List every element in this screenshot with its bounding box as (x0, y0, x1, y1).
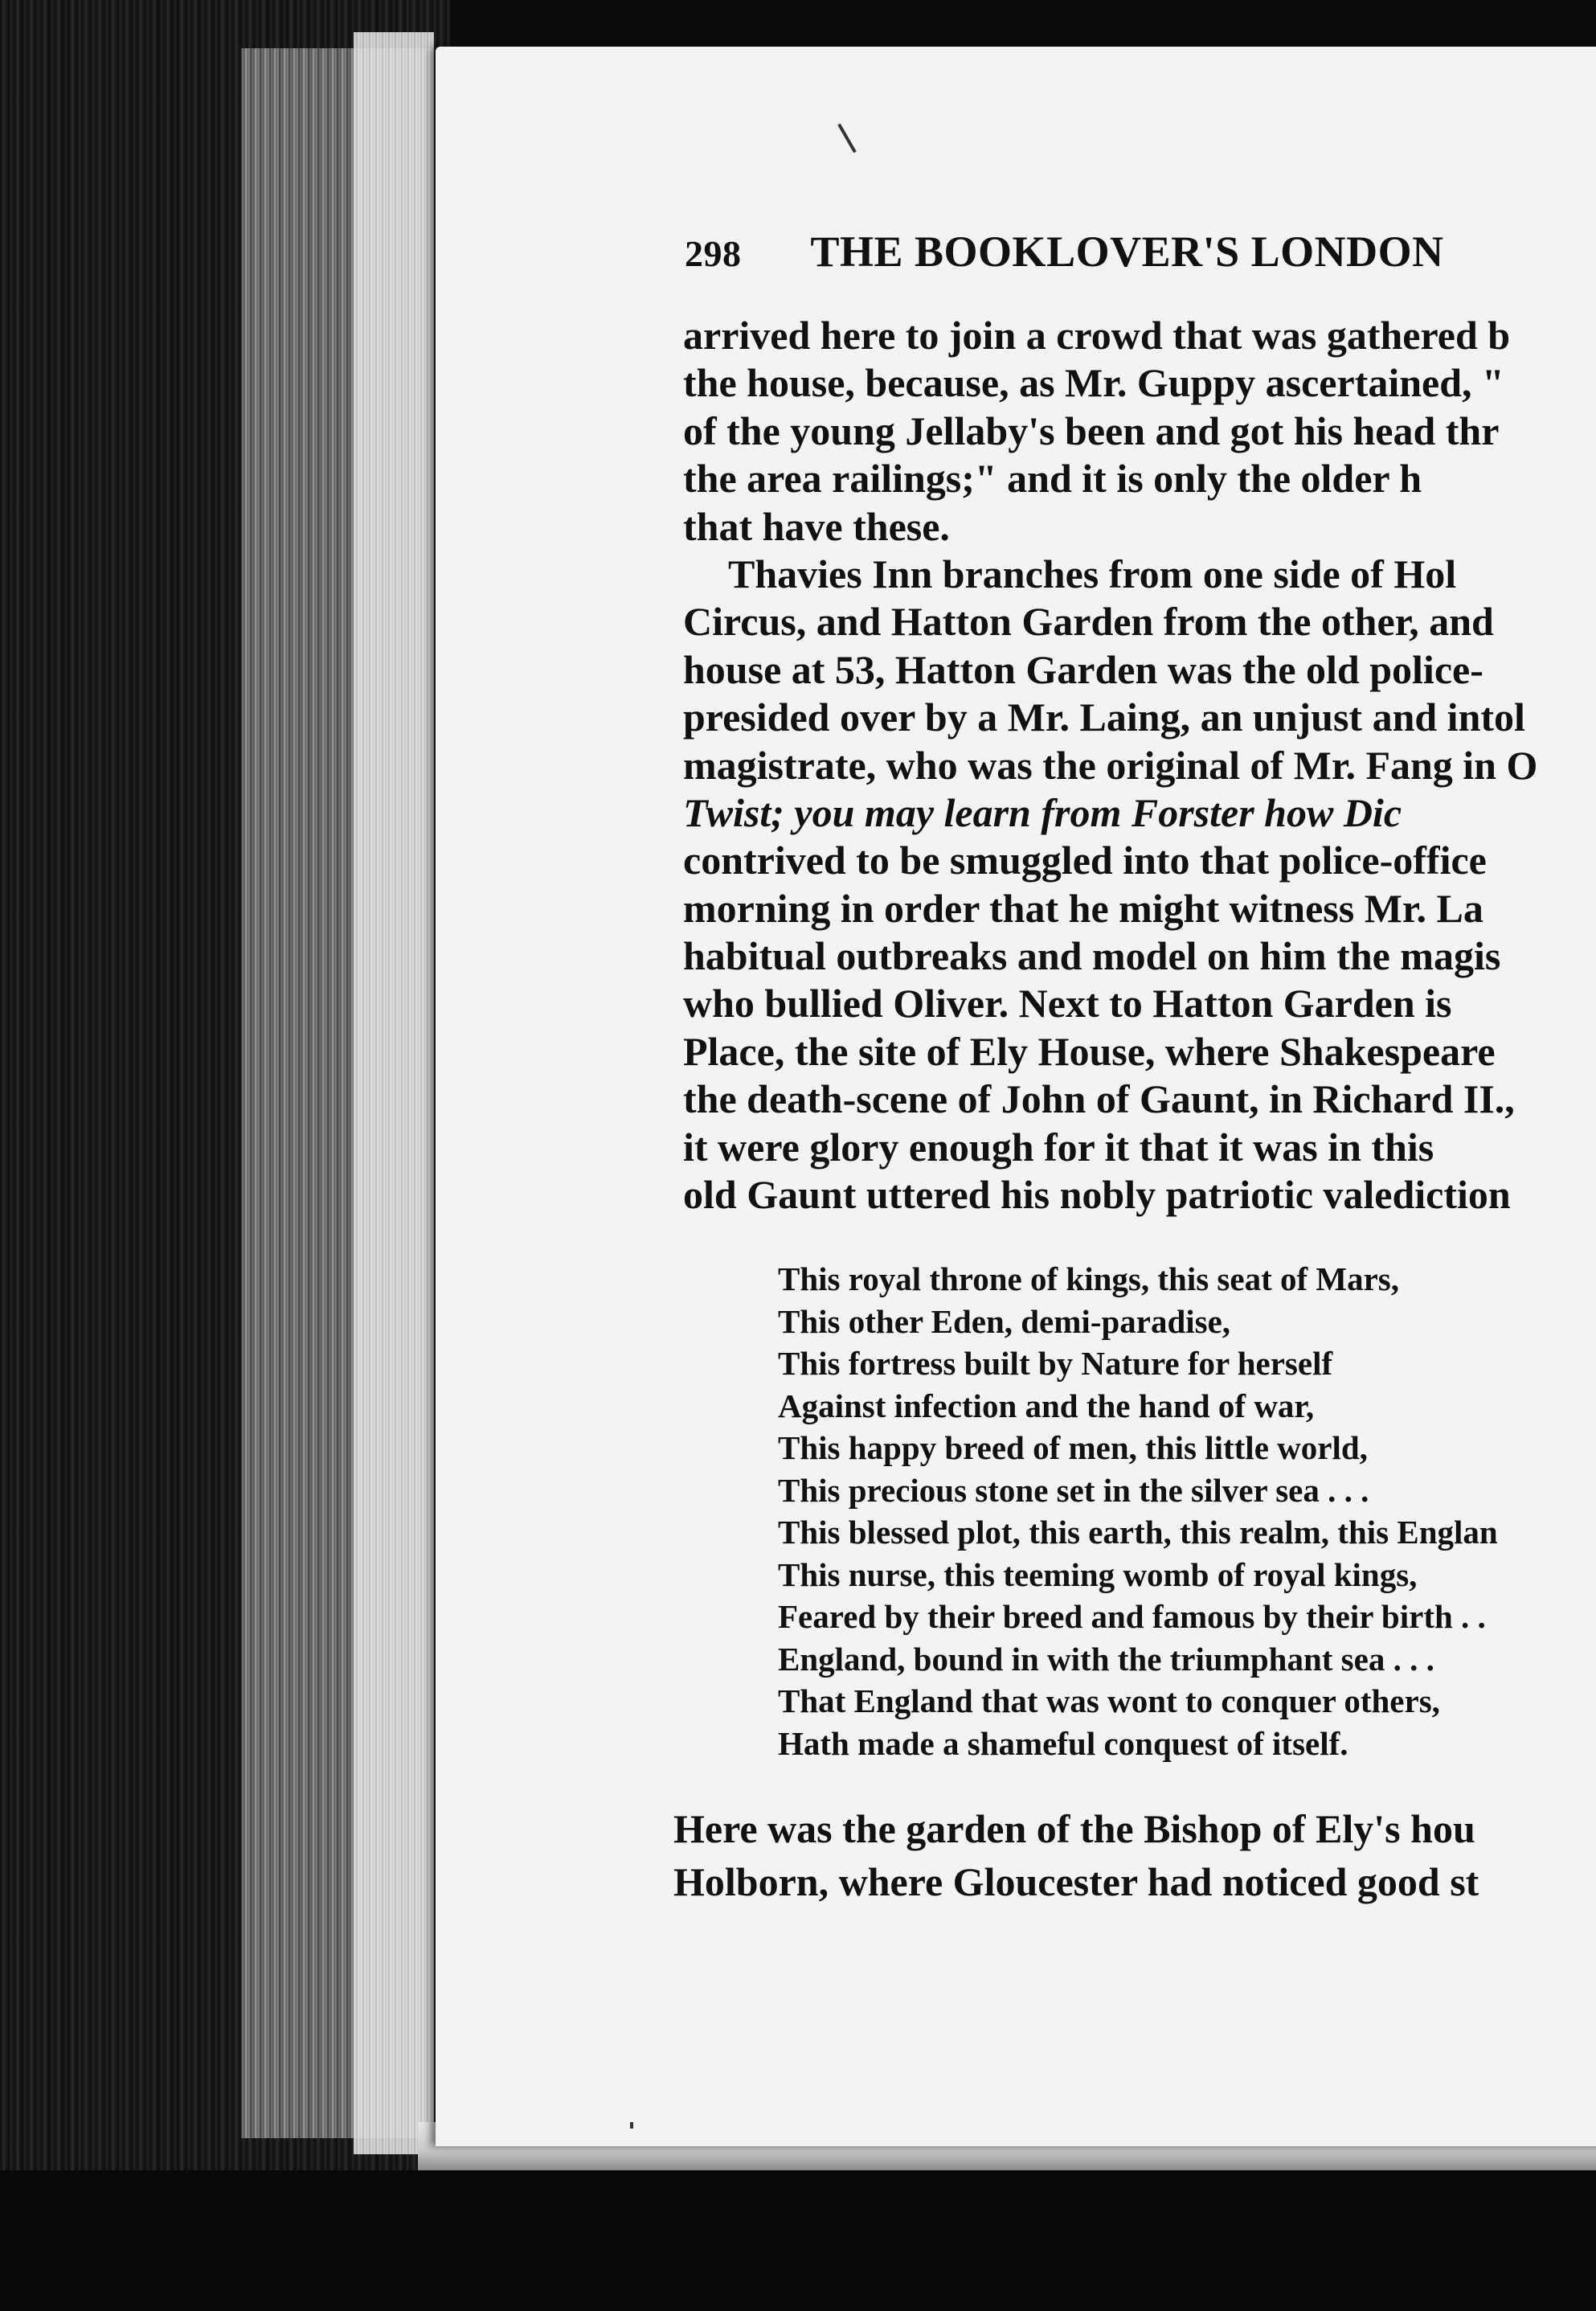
body-line: Holborn, where Gloucester had noticed good st (673, 1859, 1479, 1904)
body-line: Thavies Inn branches from one side of Hol (728, 551, 1457, 596)
body-line: of the young Jellaby's been and got his head thr (683, 408, 1500, 453)
page-stack-edge (354, 32, 434, 2154)
body-line: house at 53, Hatton Garden was the old police- (683, 646, 1483, 692)
body-line: Twist; you may learn from Forster how Dic (683, 789, 1402, 835)
body-line: Place, the site of Ely House, where Shakespeare (683, 1028, 1496, 1074)
running-head-title: THE BOOKLOVER'S LONDON (810, 227, 1444, 276)
body-line: the area railings;" and it is only the older h (683, 456, 1422, 502)
body-line: who bullied Oliver. Next to Hatton Garden is (683, 981, 1452, 1026)
body-line: Circus, and Hatton Garden from the other, and (683, 599, 1494, 645)
body-line: the death-scene of John of Gaunt, in Richard II., (683, 1076, 1515, 1122)
verse-line: This happy breed of men, this little world, (778, 1429, 1368, 1466)
body-line: presided over by a Mr. Laing, an unjust and intol (683, 695, 1525, 740)
page-number: 298 (685, 233, 742, 274)
body-line: Here was the garden of the Bishop of Ely's hou (673, 1806, 1475, 1851)
body-line: it were glory enough for it that it was in this (683, 1124, 1434, 1170)
verse-line: This nurse, this teeming womb of royal kings, (778, 1555, 1418, 1593)
body-line: arrived here to join a crowd that was gathered b (683, 313, 1511, 358)
verse-line: Hath made a shameful conquest of itself. (778, 1724, 1348, 1762)
verse-line: This blessed plot, this earth, this realm, this Englan (778, 1514, 1498, 1551)
verse-line: England, bound in with the triumphant sea . . . (778, 1640, 1434, 1678)
verse-line: That England that was wont to conquer others, (778, 1682, 1440, 1719)
body-line: contrived to be smuggled into that police-office (683, 838, 1487, 883)
body-paragraphs (683, 312, 1537, 1219)
body-line: that have these. (683, 503, 950, 549)
verse-line: This precious stone set in the silver sea . . . (778, 1471, 1369, 1509)
body-line: the house, because, as Mr. Guppy ascertained, " (683, 360, 1504, 406)
scan-bottom-shadow (0, 2170, 1596, 2311)
verse-line: This fortress built by Nature for herself (778, 1345, 1333, 1382)
body-line: old Gaunt uttered his nobly patriotic valediction (683, 1172, 1511, 1218)
verse-line: Feared by their breed and famous by their birth . . (778, 1598, 1486, 1635)
body-line: morning in order that he might witness Mr. La (683, 885, 1483, 931)
verse-line: This royal throne of kings, this seat of Mars, (778, 1260, 1399, 1297)
body-line: magistrate, who was the original of Mr. Fang in O (683, 742, 1538, 788)
body-line: habitual outbreaks and model on him the magis (683, 933, 1501, 979)
verse-line: Against infection and the hand of war, (778, 1387, 1315, 1424)
dust-speck (630, 2122, 633, 2129)
verse-quotation (778, 1258, 1498, 1764)
running-header (685, 227, 1444, 277)
closing-paragraph (673, 1802, 1479, 1908)
verse-line: This other Eden, demi-paradise, (778, 1302, 1231, 1340)
